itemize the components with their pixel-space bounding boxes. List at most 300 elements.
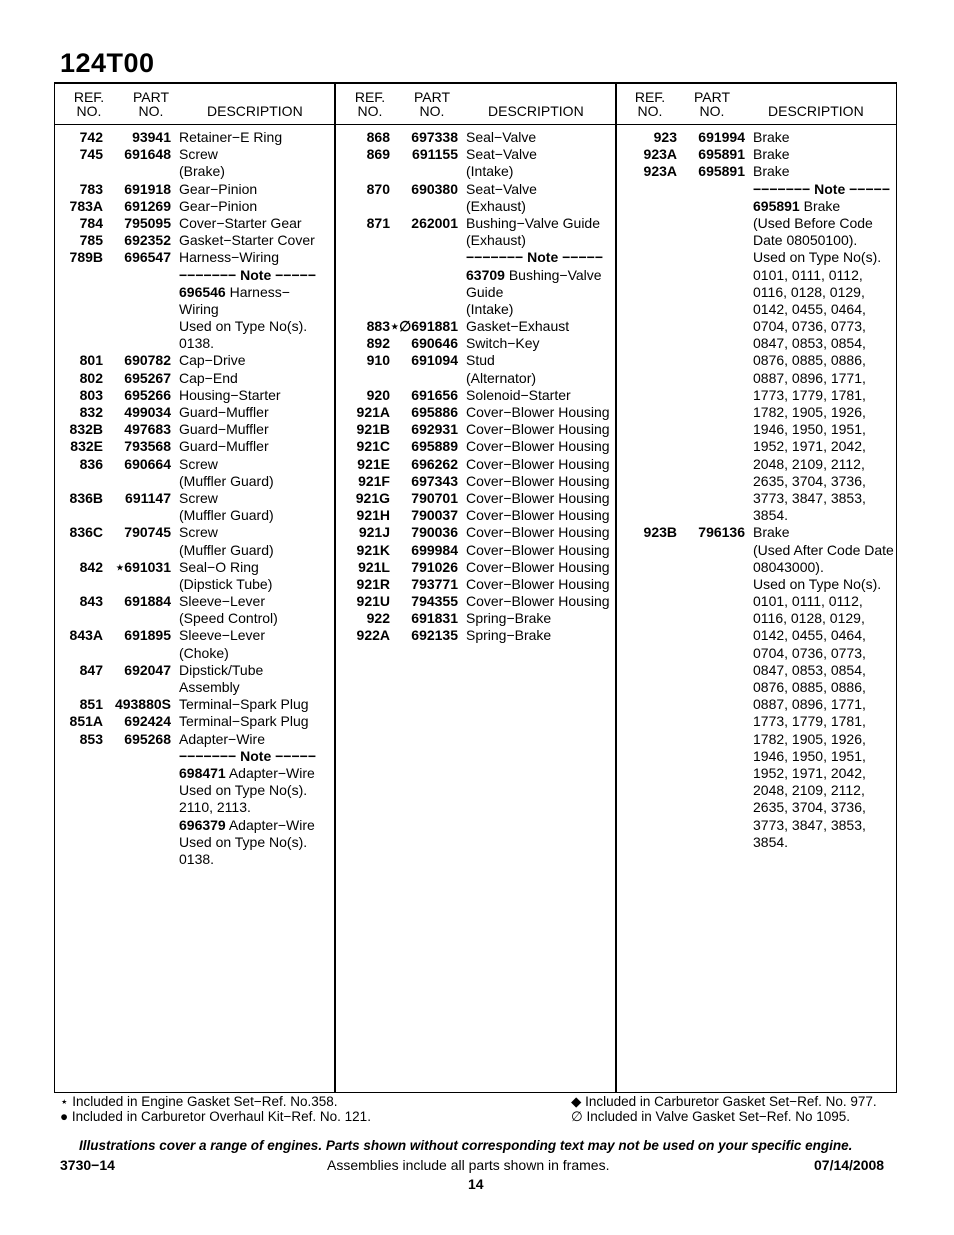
- ref-number: 851A: [69, 713, 103, 730]
- part-description: Sleeve−Lever: [179, 627, 266, 644]
- part-row: [342, 335, 614, 352]
- part-number: 699984: [411, 541, 458, 558]
- part-line: [629, 765, 897, 782]
- part-description: Seat−Valve: [466, 146, 537, 163]
- part-number: 691269: [124, 197, 171, 214]
- part-description: 696379 Adapter−Wire: [179, 816, 315, 833]
- part-description: 1946, 1950, 1951,: [753, 747, 866, 764]
- part-description: 2110, 2113.: [179, 799, 251, 816]
- part-line: [342, 370, 614, 387]
- part-number: 696547: [124, 249, 171, 266]
- part-row: [55, 198, 333, 215]
- part-description: Retainer−E Ring: [179, 129, 283, 145]
- ref-number: 783: [79, 180, 103, 197]
- part-description: Screw: [179, 146, 218, 163]
- part-description: (Intake): [466, 163, 514, 180]
- part-description: (Muffler Guard): [179, 472, 274, 489]
- part-number: 691147: [125, 489, 171, 506]
- header-divider: [55, 124, 896, 125]
- ref-number: 801: [79, 352, 103, 369]
- part-row: [342, 507, 614, 524]
- ref-number: 832: [79, 404, 103, 420]
- part-description: Used on Type No(s).: [179, 782, 308, 799]
- part-row: [342, 542, 614, 559]
- part-description: (Dipstick Tube): [179, 575, 273, 592]
- part-number: 795095: [124, 214, 171, 231]
- ref-number: 836B: [69, 489, 103, 506]
- part-line: [55, 507, 333, 524]
- ref-header-2: NO.: [76, 103, 102, 119]
- part-line: [629, 627, 897, 644]
- part-line: [342, 456, 614, 473]
- part-line: [55, 696, 333, 713]
- part-row: [55, 627, 333, 661]
- part-line: [629, 438, 897, 455]
- part-description: Switch−Key: [466, 335, 540, 352]
- ref-number: 921E: [357, 455, 390, 472]
- part-description: Terminal−Spark Plug: [179, 696, 309, 713]
- part-description: 3773, 3847, 3853,: [753, 489, 866, 506]
- footnotes-right: [571, 1094, 877, 1124]
- part-line: [342, 387, 614, 404]
- part-description: (Brake): [179, 163, 225, 180]
- part-line: [342, 610, 614, 627]
- part-number: 793568: [124, 438, 171, 455]
- part-line: [629, 679, 897, 696]
- part-line: [55, 267, 333, 284]
- part-row: [342, 352, 614, 386]
- part-description: 1773, 1779, 1781,: [753, 386, 866, 403]
- ref-number: 742: [79, 129, 103, 145]
- part-line: [55, 198, 333, 215]
- part-description: 1782, 1905, 1926,: [753, 404, 866, 420]
- ref-number: 910: [366, 352, 390, 369]
- part-number: 695268: [124, 730, 171, 747]
- ref-number: 923A: [643, 163, 677, 180]
- part-description: −−−−−−− Note −−−−−: [179, 266, 316, 283]
- part-description: 0142, 0455, 0464,: [753, 300, 866, 317]
- ref-number: 843: [79, 593, 103, 610]
- footnote: ● Included in Carburetor Overhaul Kit−Ref. No. 121.: [60, 1109, 371, 1124]
- part-line: [629, 713, 897, 730]
- column-divider: [615, 84, 617, 1092]
- ref-number: 883: [366, 318, 390, 335]
- part-number: 262001: [411, 214, 458, 231]
- part-description: 0887, 0896, 1771,: [753, 696, 866, 713]
- part-number: 696262: [411, 455, 458, 472]
- part-line: [55, 318, 333, 335]
- part-number: 790701: [411, 489, 458, 506]
- part-description: Cover−Blower Housing: [466, 421, 610, 438]
- part-line: [342, 352, 614, 369]
- part-row: [342, 387, 614, 404]
- part-row: [55, 662, 333, 696]
- part-line: [342, 215, 614, 232]
- part-line: [629, 456, 897, 473]
- part-line: [55, 576, 333, 593]
- part-description: 696546 Harness−: [179, 283, 290, 300]
- part-description: 2048, 2109, 2112,: [753, 782, 865, 799]
- document-number: 3730−14: [60, 1157, 115, 1173]
- ref-number: 923: [653, 129, 677, 145]
- part-row: [629, 163, 897, 524]
- part-number: 691994: [698, 129, 745, 145]
- ref-number: 832E: [70, 438, 103, 455]
- ref-number: 868: [366, 129, 390, 145]
- ref-number: 871: [366, 214, 390, 231]
- parts-column-3: [629, 129, 897, 851]
- part-line: [342, 129, 614, 146]
- part-row: [55, 146, 333, 180]
- part-description: Cover−Blower Housing: [466, 575, 610, 592]
- part-line: [55, 782, 333, 799]
- part-description: (Choke): [179, 644, 229, 661]
- part-row: [342, 181, 614, 215]
- part-number: 691895: [124, 627, 171, 644]
- part-line: [55, 301, 333, 318]
- part-description: (Muffler Guard): [179, 507, 274, 524]
- part-description: 0138.: [179, 850, 215, 867]
- part-description: 1773, 1779, 1781,: [753, 713, 866, 730]
- part-line: [342, 146, 614, 163]
- part-line: [629, 421, 897, 438]
- part-description: (Used Before Code: [753, 214, 873, 231]
- ref-number: 836C: [69, 524, 103, 541]
- part-description: 2635, 3704, 3736,: [753, 799, 866, 816]
- part-number: 691656: [411, 386, 458, 403]
- part-number: 692931: [411, 421, 458, 438]
- part-number: 695266: [124, 386, 171, 403]
- disclaimer: Illustrations cover a range of engines. Parts shown without corresponding text may not be used on your specific engine.: [79, 1138, 853, 1153]
- part-line: [342, 404, 614, 421]
- part-line: [629, 834, 897, 851]
- part-line: [55, 713, 333, 730]
- part-description: Used on Type No(s).: [753, 575, 882, 592]
- part-description: Cover−Starter Gear: [179, 214, 302, 231]
- part-description: Screw: [179, 489, 218, 506]
- part-line: [55, 834, 333, 851]
- part-line: [55, 181, 333, 198]
- part-line: [342, 559, 614, 576]
- part-line: [55, 335, 333, 352]
- part-row: [55, 232, 333, 249]
- part-number: 790037: [411, 507, 458, 524]
- part-description: Cover−Blower Housing: [466, 507, 610, 524]
- part-description: Dipstick/Tube: [179, 661, 264, 678]
- part-line: [55, 679, 333, 696]
- part-description: Cover−Blower Housing: [466, 593, 610, 610]
- ref-number: 842: [79, 558, 103, 575]
- part-row: [55, 421, 333, 438]
- part-row: [55, 593, 333, 627]
- part-description: Gasket−Exhaust: [466, 318, 570, 335]
- part-description: (Speed Control): [179, 610, 278, 627]
- part-row: [342, 215, 614, 318]
- part-line: [55, 817, 333, 834]
- part-number: 93941: [132, 129, 171, 145]
- ref-number: 784: [79, 214, 103, 231]
- parts-column-2: [342, 129, 614, 645]
- part-line: [55, 473, 333, 490]
- part-row: [342, 559, 614, 576]
- part-description: 2635, 3704, 3736,: [753, 472, 866, 489]
- part-line: [55, 456, 333, 473]
- part-description: Screw: [179, 524, 218, 541]
- part-line: [342, 232, 614, 249]
- document-date: 07/14/2008: [814, 1157, 885, 1173]
- part-description: 0847, 0853, 0854,: [753, 335, 866, 352]
- part-description: 0876, 0885, 0886,: [753, 679, 866, 695]
- part-line: [55, 765, 333, 782]
- part-line: [342, 490, 614, 507]
- part-header-1: PART: [132, 89, 170, 105]
- part-line: [342, 163, 614, 180]
- part-line: [342, 301, 614, 318]
- ref-number: 803: [79, 386, 103, 403]
- part-line: [629, 696, 897, 713]
- part-description: Used on Type No(s).: [753, 249, 882, 266]
- part-description: (Exhaust): [466, 197, 526, 214]
- part-line: [342, 593, 614, 610]
- part-line: [55, 559, 333, 576]
- part-line: [342, 524, 614, 541]
- part-number: 791026: [411, 558, 458, 575]
- part-line: [629, 215, 897, 232]
- part-description: Cap−End: [179, 369, 238, 386]
- part-line: [55, 542, 333, 559]
- part-description: Cover−Blower Housing: [466, 524, 610, 541]
- part-number: 499034: [124, 404, 171, 420]
- part-line: [629, 232, 897, 249]
- ref-header-1: REF.: [634, 89, 666, 105]
- part-line: [55, 645, 333, 662]
- part-description: Assembly: [179, 679, 240, 695]
- part-number: 691094: [411, 352, 458, 369]
- parts-column-1: [55, 129, 333, 868]
- part-line: [55, 851, 333, 868]
- part-description: Cover−Blower Housing: [466, 455, 610, 472]
- part-line: [55, 163, 333, 180]
- part-line: [629, 610, 897, 627]
- part-row: [342, 456, 614, 473]
- part-number: 692424: [124, 713, 171, 730]
- part-description: Harness−Wiring: [179, 249, 279, 266]
- part-description: −−−−−−− Note −−−−−: [753, 180, 890, 197]
- part-description: Used on Type No(s).: [179, 833, 308, 850]
- ref-number: 869: [366, 146, 390, 163]
- part-number: 692047: [124, 661, 171, 678]
- part-line: [342, 267, 614, 284]
- part-description: 0847, 0853, 0854,: [753, 661, 866, 678]
- ref-number: 785: [79, 232, 103, 249]
- part-number: 695891: [698, 163, 745, 180]
- part-line: [342, 249, 614, 266]
- part-number: 493880S: [114, 696, 171, 713]
- part-description: 2048, 2109, 2112,: [753, 455, 865, 472]
- part-description: Brake: [753, 163, 790, 180]
- part-description: Cover−Blower Housing: [466, 438, 610, 455]
- part-number: 690664: [124, 455, 171, 472]
- part-description: −−−−−−− Note −−−−−: [466, 249, 603, 266]
- part-line: [629, 146, 897, 163]
- part-line: [629, 559, 897, 576]
- part-description: Bushing−Valve Guide: [466, 214, 600, 231]
- part-description: 698471 Adapter−Wire: [179, 764, 315, 781]
- part-line: [629, 249, 897, 266]
- part-description: Cover−Blower Housing: [466, 489, 610, 506]
- part-row: [55, 438, 333, 455]
- part-line: [55, 438, 333, 455]
- ref-number: 843A: [69, 627, 103, 644]
- part-line: [55, 593, 333, 610]
- ref-number: 922: [366, 610, 390, 627]
- part-description: (Used After Code Date: [753, 541, 894, 558]
- part-description: Guard−Muffler: [179, 421, 269, 438]
- ref-header-1: REF.: [354, 89, 386, 105]
- part-line: [55, 610, 333, 627]
- part-line: [342, 335, 614, 352]
- ref-number: 921K: [356, 541, 390, 558]
- part-description: Brake: [753, 524, 790, 541]
- part-number: 690782: [124, 352, 171, 369]
- ref-number: 921R: [356, 575, 390, 592]
- part-description: Brake: [753, 146, 790, 163]
- part-line: [629, 524, 897, 541]
- part-line: [342, 576, 614, 593]
- part-line: [55, 421, 333, 438]
- part-description: 3773, 3847, 3853,: [753, 816, 866, 833]
- part-row: [342, 318, 614, 335]
- ref-number: 921J: [358, 524, 390, 541]
- part-number: 692135: [411, 627, 458, 644]
- part-line: [342, 318, 614, 335]
- part-line: [55, 490, 333, 507]
- part-line: [629, 731, 897, 748]
- part-line: [629, 352, 897, 369]
- part-description: Gasket−Starter Cover: [179, 232, 315, 249]
- part-line: [342, 627, 614, 644]
- part-row: [342, 627, 614, 644]
- part-description: Housing−Starter: [179, 386, 281, 403]
- part-row: [55, 713, 333, 730]
- part-line: [342, 438, 614, 455]
- part-header-1: PART: [693, 89, 731, 105]
- part-row: [55, 249, 333, 352]
- part-description: Cover−Blower Housing: [466, 472, 610, 489]
- footnotes-left: [60, 1094, 371, 1124]
- footnote: ◆ Included in Carburetor Gasket Set−Ref. No. 977.: [571, 1094, 877, 1109]
- part-number: 697338: [411, 129, 458, 145]
- ref-number: 851: [79, 696, 103, 713]
- part-description: Terminal−Spark Plug: [179, 713, 309, 730]
- part-line: [55, 129, 333, 146]
- part-line: [629, 301, 897, 318]
- part-line: [342, 181, 614, 198]
- part-line: [55, 387, 333, 404]
- part-row: [55, 490, 333, 524]
- part-description: (Exhaust): [466, 232, 526, 249]
- part-line: [55, 731, 333, 748]
- part-row: [342, 524, 614, 541]
- part-number: 695891: [698, 146, 745, 163]
- part-line: [629, 335, 897, 352]
- ref-number: 745: [79, 146, 103, 163]
- part-line: [629, 490, 897, 507]
- part-description: Used on Type No(s).: [179, 318, 308, 335]
- part-description: Guard−Muffler: [179, 404, 269, 420]
- ref-number: 923A: [643, 146, 677, 163]
- part-description: Spring−Brake: [466, 610, 552, 627]
- ref-number: 921F: [358, 472, 390, 489]
- part-line: [629, 799, 897, 816]
- part-header-2: NO.: [138, 103, 164, 119]
- part-row: [342, 404, 614, 421]
- part-row: [342, 129, 614, 146]
- footnote: ∅ Included in Valve Gasket Set−Ref. No 1095.: [571, 1109, 851, 1124]
- part-description: 0116, 0128, 0129,: [753, 283, 865, 300]
- part-description: 0704, 0736, 0773,: [753, 644, 866, 661]
- part-number: 691648: [124, 146, 171, 163]
- part-description: Guard−Muffler: [179, 438, 269, 455]
- part-number: 793771: [411, 575, 458, 592]
- part-description: −−−−−−− Note −−−−−: [179, 747, 316, 764]
- part-description: 0116, 0128, 0129,: [753, 610, 865, 627]
- part-row: [55, 696, 333, 713]
- part-row: [55, 456, 333, 490]
- part-row: [55, 524, 333, 558]
- part-line: [342, 473, 614, 490]
- ref-header-2: NO.: [357, 103, 383, 119]
- part-description: 3854.: [753, 507, 789, 524]
- part-line: [629, 163, 897, 180]
- part-line: [55, 146, 333, 163]
- part-number: 691884: [124, 593, 171, 610]
- part-line: [342, 421, 614, 438]
- part-description: 1952, 1971, 2042,: [753, 764, 866, 781]
- ref-number: 870: [366, 180, 390, 197]
- page-title: 124T00: [60, 48, 155, 78]
- part-row: [55, 181, 333, 198]
- part-description: Cover−Blower Housing: [466, 558, 610, 575]
- ref-number: 802: [79, 369, 103, 386]
- part-line: [629, 318, 897, 335]
- part-description: Stud: [466, 352, 495, 369]
- part-line: [629, 748, 897, 765]
- part-line: [55, 524, 333, 541]
- part-line: [342, 198, 614, 215]
- part-line: [55, 249, 333, 266]
- part-line: [55, 404, 333, 421]
- part-number: 697343: [411, 472, 458, 489]
- part-line: [55, 799, 333, 816]
- part-description: Adapter−Wire: [179, 730, 265, 747]
- part-line: [629, 662, 897, 679]
- column-divider: [334, 84, 336, 1092]
- ref-number: 921A: [356, 404, 390, 420]
- page-number: 14: [468, 1176, 484, 1192]
- part-description: 1952, 1971, 2042,: [753, 438, 866, 455]
- part-description: Gear−Pinion: [179, 197, 258, 214]
- ref-number: 832B: [69, 421, 103, 438]
- parts-table: [54, 82, 897, 1093]
- part-line: [629, 507, 897, 524]
- part-line: [55, 748, 333, 765]
- ref-number: 921B: [356, 421, 390, 438]
- part-row: [342, 146, 614, 180]
- part-row: [55, 404, 333, 421]
- part-number: 691155: [412, 146, 458, 163]
- part-line: [629, 404, 897, 421]
